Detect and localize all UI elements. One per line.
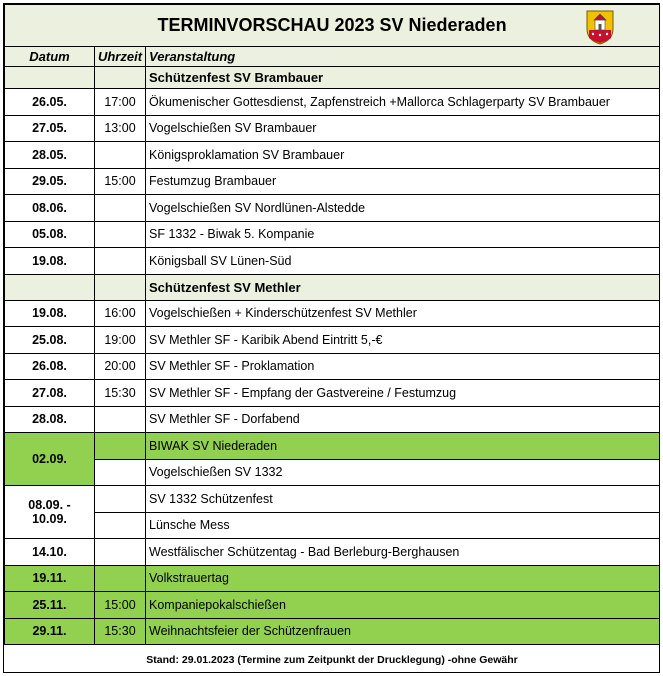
event-date [5, 486, 95, 539]
section-spacer [95, 274, 146, 300]
table-row [5, 248, 660, 275]
table-row [5, 195, 660, 222]
table-row [5, 565, 660, 592]
event-date: 25.11. [5, 592, 95, 619]
table-row [5, 353, 660, 380]
event-name: Vogelschießen SV Brambauer [146, 115, 660, 142]
event-name: SV Methler SF - Proklamation [146, 353, 660, 380]
event-time [95, 406, 146, 433]
event-name: Kompaniepokalschießen [146, 592, 660, 619]
event-date: 28.08. [5, 406, 95, 433]
event-date: 08.06. [5, 195, 95, 222]
table-row [5, 115, 660, 142]
table-row [5, 406, 660, 433]
event-time [95, 248, 146, 275]
event-time: 20:00 [95, 353, 146, 380]
event-name: Ökumenischer Gottesdienst, Zapfenstreich +Mallorca Schlagerparty SV Brambauer [146, 89, 660, 116]
event-name: SF 1332 - Biwak 5. Kompanie [146, 221, 660, 248]
event-date: 29.11. [5, 618, 95, 645]
event-name: Lünsche Mess [146, 512, 660, 539]
schedule-table [4, 4, 660, 676]
event-date: 26.05. [5, 89, 95, 116]
coat-of-arms-icon [585, 9, 615, 45]
page-title: TERMINVORSCHAU 2023 SV Niederaden [157, 15, 507, 35]
event-name: Volkstrauertag [146, 565, 660, 592]
event-name: SV 1332 Schützenfest [146, 486, 660, 513]
event-time [95, 433, 146, 460]
event-time: 16:00 [95, 300, 146, 327]
table-row [5, 539, 660, 566]
event-time: 15:30 [95, 380, 146, 407]
header-date: Datum [5, 47, 95, 67]
event-date: 27.05. [5, 115, 95, 142]
event-time: 15:00 [95, 168, 146, 195]
table-row [5, 512, 660, 539]
event-time [95, 459, 146, 486]
table-row [5, 486, 660, 513]
event-date: 14.10. [5, 539, 95, 566]
event-time: 15:30 [95, 618, 146, 645]
event-date: 19.08. [5, 248, 95, 275]
event-date: 28.05. [5, 142, 95, 169]
event-name: BIWAK SV Niederaden [146, 433, 660, 460]
header-time: Uhrzeit [95, 47, 146, 67]
schedule-sheet [3, 3, 660, 673]
event-date: 19.11. [5, 565, 95, 592]
date-range-start: 08.09. - [28, 498, 71, 512]
event-name: SV Methler SF - Dorfabend [146, 406, 660, 433]
table-row [5, 459, 660, 486]
event-time [95, 565, 146, 592]
event-time: 17:00 [95, 89, 146, 116]
header-event: Veranstaltung [146, 47, 660, 67]
event-time [95, 486, 146, 513]
event-time: 15:00 [95, 592, 146, 619]
table-row [5, 433, 660, 460]
column-header-row [5, 47, 660, 67]
table-row [5, 89, 660, 116]
footer-note: Stand: 29.01.2023 (Termine zum Zeitpunkt der Drucklegung) -ohne Gewähr [5, 645, 660, 676]
event-name: Westfälischer Schützentag - Bad Berleburg-Berghausen [146, 539, 660, 566]
section-spacer [95, 67, 146, 89]
event-name: Königsproklamation SV Brambauer [146, 142, 660, 169]
table-row [5, 221, 660, 248]
event-date: 29.05. [5, 168, 95, 195]
section-spacer [5, 67, 95, 89]
event-name: Königsball SV Lünen-Süd [146, 248, 660, 275]
event-name: Weihnachtsfeier der Schützenfrauen [146, 618, 660, 645]
event-date: 25.08. [5, 327, 95, 354]
event-date: 27.08. [5, 380, 95, 407]
event-time: 13:00 [95, 115, 146, 142]
event-date: 26.08. [5, 353, 95, 380]
event-date: 19.08. [5, 300, 95, 327]
table-row [5, 380, 660, 407]
title-cell [5, 5, 660, 47]
footer-row [5, 645, 660, 676]
table-row [5, 168, 660, 195]
table-row [5, 327, 660, 354]
section-spacer [5, 274, 95, 300]
event-name: Vogelschießen SV Nordlünen-Alstedde [146, 195, 660, 222]
event-time [95, 221, 146, 248]
table-row [5, 300, 660, 327]
section-header-row [5, 67, 660, 89]
table-row [5, 618, 660, 645]
title-row [5, 5, 660, 47]
event-time [95, 512, 146, 539]
event-name: Festumzug Brambauer [146, 168, 660, 195]
event-name: SV Methler SF - Empfang der Gastvereine / Festumzug [146, 380, 660, 407]
event-time [95, 195, 146, 222]
event-date: 05.08. [5, 221, 95, 248]
event-time [95, 539, 146, 566]
section-title: Schützenfest SV Methler [146, 274, 660, 300]
event-name: Vogelschießen + Kinderschützenfest SV Methler [146, 300, 660, 327]
event-date: 02.09. [5, 433, 95, 486]
event-time [95, 142, 146, 169]
event-name: Vogelschießen SV 1332 [146, 459, 660, 486]
section-header-row [5, 274, 660, 300]
date-range-end: 10.09. [32, 512, 67, 526]
section-title: Schützenfest SV Brambauer [146, 67, 660, 89]
table-row [5, 142, 660, 169]
event-time: 19:00 [95, 327, 146, 354]
table-row [5, 592, 660, 619]
event-name: SV Methler SF - Karibik Abend Eintritt 5,-€ [146, 327, 660, 354]
